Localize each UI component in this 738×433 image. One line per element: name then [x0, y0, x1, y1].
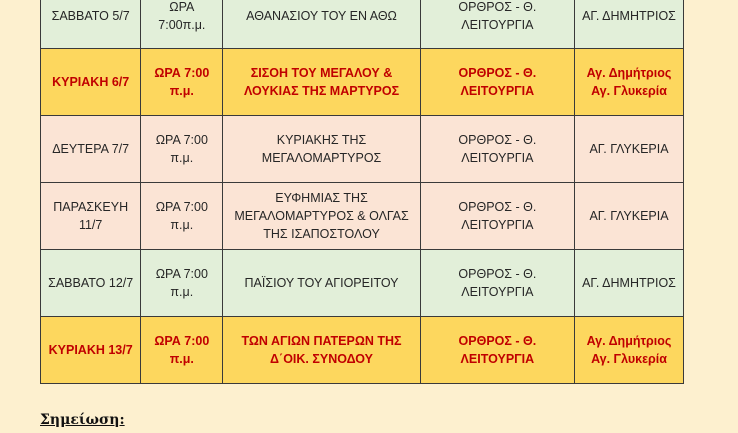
schedule-row — [41, 250, 684, 317]
church-cell: Αγ. Δημήτριος Αγ. Γλυκερία — [575, 49, 684, 116]
day-cell: ΚΥΡΙΑΚΗ 6/7 — [41, 49, 141, 116]
time-cell: ΩΡΑ 7:00 π.μ. — [141, 49, 223, 116]
service-cell: ΟΡΘΡΟΣ - Θ. ΛΕΙΤΟΥΡΓΙΑ — [420, 49, 574, 116]
church-cell: ΑΓ. ΔΗΜΗΤΡΙΟΣ — [575, 0, 684, 49]
time-cell: ΩΡΑ 7:00 π.μ. — [141, 183, 223, 250]
schedule-row — [41, 49, 684, 116]
schedule-table — [40, 0, 684, 384]
day-cell: ΔΕΥΤΕΡΑ 7/7 — [41, 116, 141, 183]
day-cell: ΣΑΒΒΑΤΟ 12/7 — [41, 250, 141, 317]
time-cell: ΩΡΑ 7:00 π.μ. — [141, 317, 223, 384]
time-cell: ΩΡΑ 7:00 π.μ. — [141, 250, 223, 317]
feast-cell: ΣΙΣΟΗ ΤΟΥ ΜΕΓΑΛΟΥ & ΛΟΥΚΙΑΣ ΤΗΣ ΜΑΡΤΥΡΟΣ — [223, 49, 420, 116]
schedule-row — [41, 317, 684, 384]
church-cell: ΑΓ. ΔΗΜΗΤΡΙΟΣ — [575, 250, 684, 317]
note-heading: Σημείωση: — [40, 412, 125, 428]
service-cell: ΟΡΘΡΟΣ - Θ. ΛΕΙΤΟΥΡΓΙΑ — [420, 183, 574, 250]
church-cell: ΑΓ. ΓΛΥΚΕΡΙΑ — [575, 116, 684, 183]
time-cell: ΩΡΑ 7:00π.μ. — [141, 0, 223, 49]
feast-cell: ΕΥΦΗΜΙΑΣ ΤΗΣ ΜΕΓΑΛΟΜΑΡΤΥΡΟΣ & ΟΛΓΑΣ ΤΗΣ ΙΣΑΠΟΣΤΟΛΟΥ — [223, 183, 420, 250]
feast-cell: ΑΘΑΝΑΣΙΟΥ ΤΟΥ ΕΝ ΑΘΩ — [223, 0, 420, 49]
schedule-row — [41, 116, 684, 183]
service-cell: ΟΡΘΡΟΣ - Θ. ΛΕΙΤΟΥΡΓΙΑ — [420, 116, 574, 183]
feast-cell: ΠΑΪΣΙΟΥ ΤΟΥ ΑΓΙΟΡΕΙΤΟΥ — [223, 250, 420, 317]
service-cell: ΟΡΘΡΟΣ - Θ. ΛΕΙΤΟΥΡΓΙΑ — [420, 250, 574, 317]
day-cell: ΣΑΒΒΑΤΟ 5/7 — [41, 0, 141, 49]
feast-cell: ΤΩΝ ΑΓΙΩΝ ΠΑΤΕΡΩΝ ΤΗΣ Δ΄ΟΙΚ. ΣΥΝΟΔΟΥ — [223, 317, 420, 384]
feast-cell: ΚΥΡΙΑΚΗΣ ΤΗΣ ΜΕΓΑΛΟΜΑΡΤΥΡΟΣ — [223, 116, 420, 183]
schedule-row — [41, 0, 684, 49]
day-cell: ΠΑΡΑΣΚΕΥΗ 11/7 — [41, 183, 141, 250]
day-cell: ΚΥΡΙΑΚΗ 13/7 — [41, 317, 141, 384]
time-cell: ΩΡΑ 7:00 π.μ. — [141, 116, 223, 183]
church-cell: Αγ. Δημήτριος Αγ. Γλυκερία — [575, 317, 684, 384]
schedule-row — [41, 183, 684, 250]
service-cell: ΟΡΘΡΟΣ - Θ. ΛΕΙΤΟΥΡΓΙΑ — [420, 317, 574, 384]
church-cell: ΑΓ. ΓΛΥΚΕΡΙΑ — [575, 183, 684, 250]
service-cell: ΟΡΘΡΟΣ - Θ. ΛΕΙΤΟΥΡΓΙΑ — [420, 0, 574, 49]
